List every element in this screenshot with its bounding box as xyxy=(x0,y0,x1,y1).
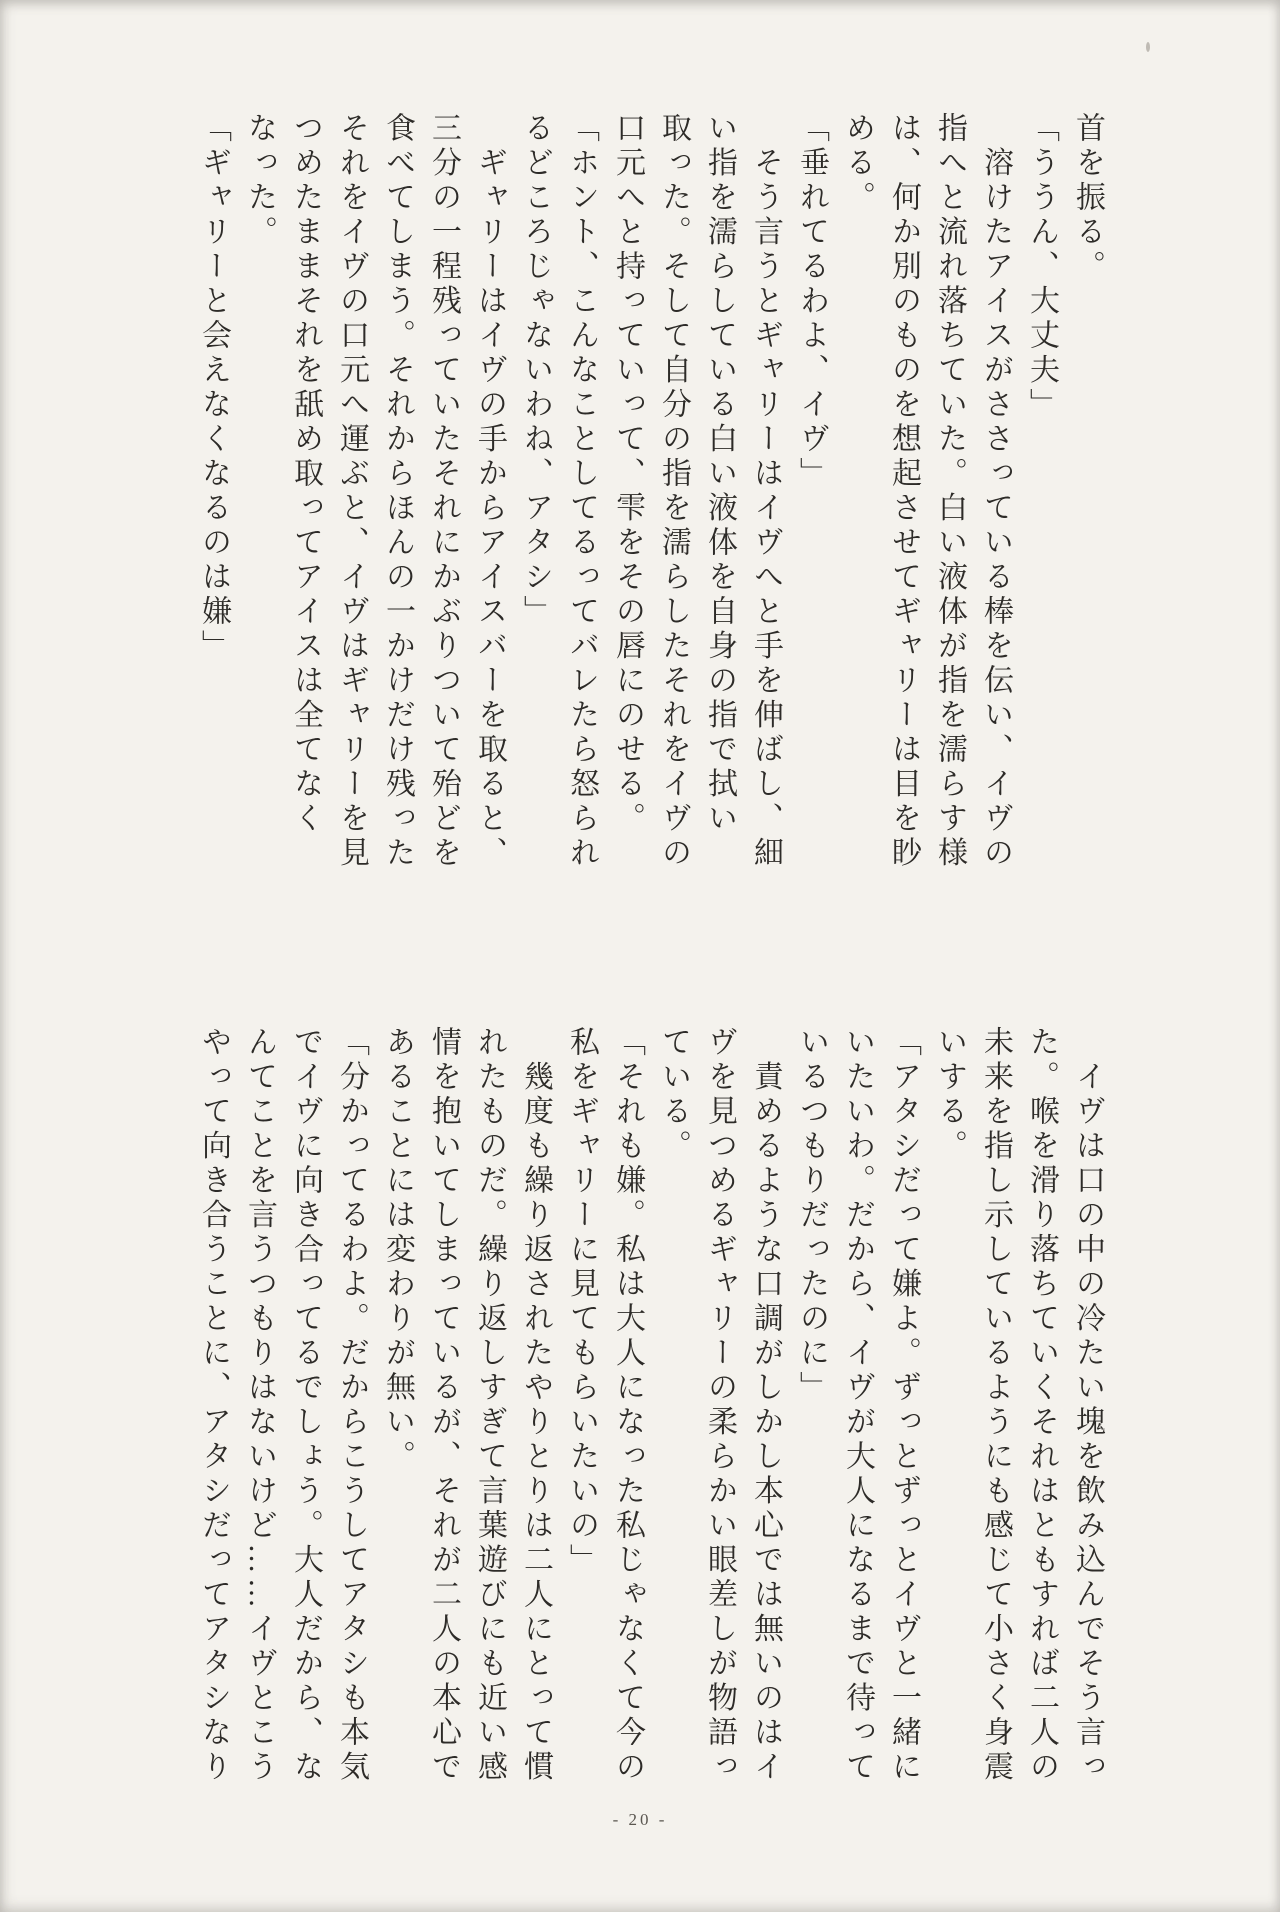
text-column: 取った。そして自分の指を濡らしたそれをイヴの xyxy=(657,112,690,871)
text-column: ギャリーはイヴの手からアイスバーを取ると、 xyxy=(473,112,506,871)
text-column: 私をギャリーに見てもらいたいの」 xyxy=(565,1026,598,1578)
text-column: いする。 xyxy=(933,1026,966,1164)
text-column: いたいわ。だから、イヴが大人になるまで待って xyxy=(841,1026,874,1785)
text-column: は、何か別のものを想起させてギャリーは目を眇 xyxy=(887,112,920,871)
text-column: 溶けたアイスがささっている棒を伝い、イヴの xyxy=(979,112,1012,871)
text-column: やって向き合うことに、アタシだってアタシなり xyxy=(197,1026,230,1785)
text-column: 口元へと持っていって、雫をその唇にのせる。 xyxy=(611,112,644,837)
text-column: イヴは口の中の冷たい塊を飲み込んでそう言っ xyxy=(1071,1026,1104,1785)
text-column: 「アタシだって嫌よ。ずっとずっとイヴと一緒に xyxy=(887,1026,920,1785)
text-column: れたものだ。繰り返しすぎて言葉遊びにも近い感 xyxy=(473,1026,506,1785)
text-column: 「ううん、大丈夫」 xyxy=(1025,112,1058,423)
text-column: あることには変わりが無い。 xyxy=(381,1026,414,1475)
text-column: 幾度も繰り返されたやりとりは二人にとって慣 xyxy=(519,1026,552,1785)
text-column: ている。 xyxy=(657,1026,690,1164)
text-column: でイヴに向き合ってるでしょう。大人だから、な xyxy=(289,1026,322,1785)
text-column: 「ホント、こんなことしてるってバレたら怒られ xyxy=(565,112,598,871)
text-column: ヴを見つめるギャリーの柔らかい眼差しが物語っ xyxy=(703,1026,736,1785)
text-column: んてことを言うつもりはないけど……イヴとこう xyxy=(243,1026,276,1785)
text-column: それをイヴの口元へ運ぶと、イヴはギャリーを見 xyxy=(335,112,368,871)
text-column: 指へと流れ落ちていた。白い液体が指を濡らす様 xyxy=(933,112,966,871)
text-column: 未来を指し示しているようにも感じて小さく身震 xyxy=(979,1026,1012,1785)
text-column: そう言うとギャリーはイヴへと手を伸ばし、細 xyxy=(749,112,782,871)
text-column: た。喉を滑り落ちていくそれはともすれば二人の xyxy=(1025,1026,1058,1785)
text-column: 「垂れてるわよ、イヴ」 xyxy=(795,112,828,492)
text-column: 情を抱いてしまっているが、それが二人の本心で xyxy=(427,1026,460,1785)
text-column: 食べてしまう。それからほんの一かけだけ残った xyxy=(381,112,414,871)
text-column: い指を濡らしている白い液体を自身の指で拭い xyxy=(703,112,736,837)
page-number: - 20 - xyxy=(612,1810,668,1829)
text-column: いるつもりだったのに」 xyxy=(795,1026,828,1406)
text-column: 「それも嫌。私は大人になった私じゃなくて今の xyxy=(611,1026,644,1785)
text-column: 「ギャリーと会えなくなるのは嫌」 xyxy=(197,112,230,664)
text-column: るどころじゃないわね、アタシ」 xyxy=(519,112,552,630)
text-column: 責めるような口調がしかし本心では無いのはイ xyxy=(749,1026,782,1785)
lower-text-block xyxy=(190,1026,1110,1801)
upper-text-block xyxy=(190,112,1110,887)
scan-artifact-speck xyxy=(1146,42,1150,52)
text-column: なった。 xyxy=(243,112,276,250)
text-column: 三分の一程残っていたそれにかぶりついて殆どを xyxy=(427,112,460,871)
text-column: 「分かってるわよ。だからこうしてアタシも本気 xyxy=(335,1026,368,1785)
text-column: つめたままそれを舐め取ってアイスは全てなく xyxy=(289,112,322,837)
text-column: める。 xyxy=(841,112,874,216)
text-column: 首を振る。 xyxy=(1071,112,1104,285)
